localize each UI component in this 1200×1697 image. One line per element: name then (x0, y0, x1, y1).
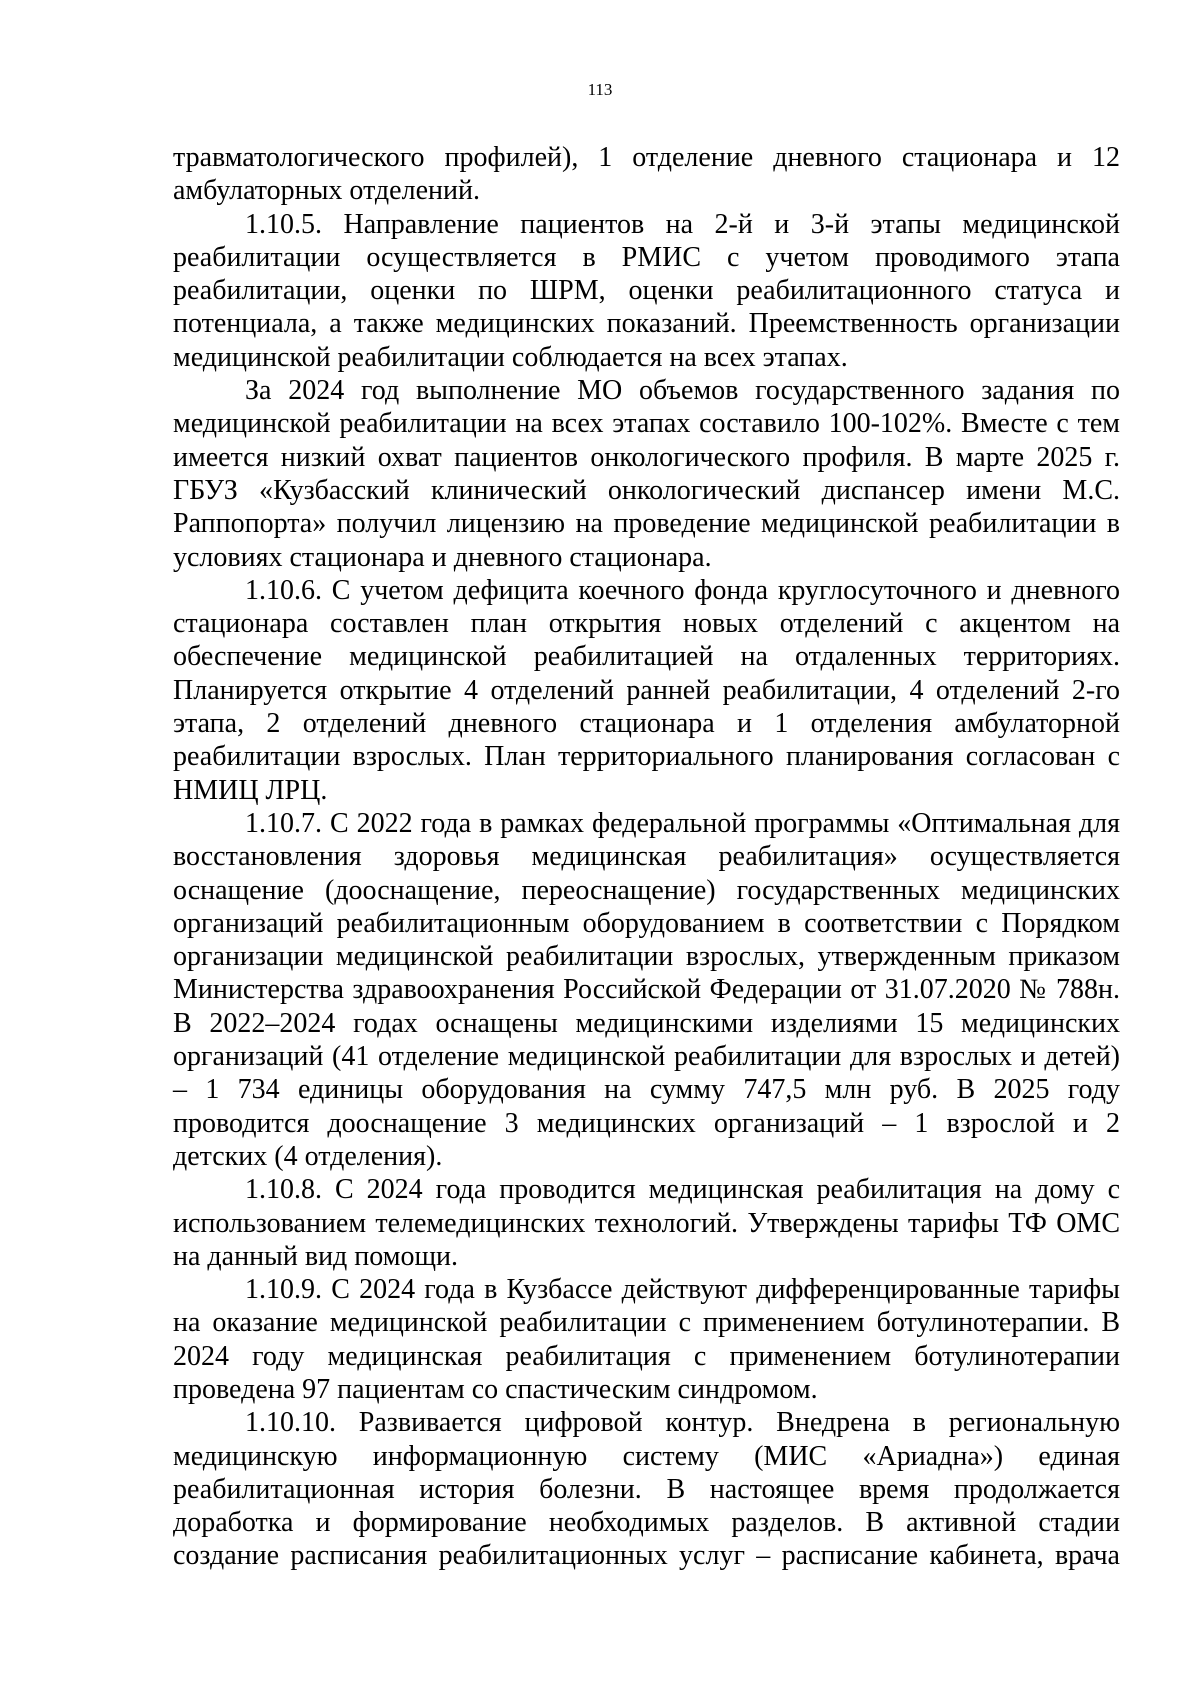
paragraph-1-10-5: 1.10.5. Направление пациентов на 2-й и 3-й этапы медицинской реабилитации осуществляется в РМИС с учетом проводимого этапа реабилитации, оценки по ШРМ, оценки реабилитационного статуса и потенциала, а также медицинских показаний. Преемственность организации медицинской реабилитации соблюдается на всех этапах. (173, 208, 1120, 373)
paragraph-continuation: травматологического профилей), 1 отделение дневного стационара и 12 амбулаторных отделений. (173, 142, 1120, 207)
paragraph-1-10-9: 1.10.9. С 2024 года в Кузбассе действуют дифференцированные тарифы на оказание медицинской реабилитации с применением ботулинотерапии. В 2024 году медицинская реабилитация с применением ботулинотерапии проведена 97 пациентам со спастическим синдромом. (173, 1274, 1120, 1405)
page-number: 113 (587, 80, 613, 99)
paragraph-1-10-8: 1.10.8. С 2024 года проводится медицинская реабилитация на дому с использованием телемедицинских технологий. Утверждены тарифы ТФ ОМС на данный вид помощи. (173, 1174, 1120, 1272)
document-body (173, 141, 1120, 1573)
paragraph-1-10-10: 1.10.10. Развивается цифровой контур. Внедрена в региональную медицинскую информационную систему (МИС «Ариадна») единая реабилитационная история болезни. В настоящее время продолжается доработка и формирование необходимых разделов. В активной стадии создание расписания реабилитационных услуг – расписание кабинета, врача (173, 1407, 1120, 1572)
paragraph-2024-results: За 2024 год выполнение МО объемов государственного задания по медицинской реабилитации на всех этапах составило 100-102%. Вместе с тем имеется низкий охват пациентов онкологического профиля. В марте 2025 г. ГБУЗ «Кузбасский клинический онкологический диспансер имени М.С. Раппопорта» получил лицензию на проведение медицинской реабилитации в условиях стационара и дневного стационара. (173, 375, 1120, 573)
paragraph-1-10-7: 1.10.7. С 2022 года в рамках федеральной программы «Оптимальная для восстановления здоровья медицинская реабилитация» осуществляется оснащение (дооснащение, переоснащение) государственных медицинских организаций реабилитационным оборудованием в соответствии с Порядком организации медицинской реабилитации взрослых, утвержденным приказом Министерства здравоохранения Российской Федерации от 31.07.2020 № 788н. В 2022–2024 годах оснащены медицинскими изделиями 15 медицинских организаций (41 отделение медицинской реабилитации для взрослых и детей) – 1 734 единицы оборудования на сумму 747,5 млн руб. В 2025 году проводится дооснащение 3 медицинских организаций – 1 взрослой и 2 детских (4 отделения). (173, 807, 1120, 1172)
paragraph-1-10-6: 1.10.6. С учетом дефицита коечного фонда круглосуточного и дневного стационара составлен план открытия новых отделений с акцентом на обеспечение медицинской реабилитацией на отдаленных территориях. Планируется открытие 4 отделений ранней реабилитации, 4 отделений 2-го этапа, 2 отделений дневного стационара и 1 отделения амбулаторной реабилитации взрослых. План территориального планирования согласован с НМИЦ ЛРЦ. (173, 574, 1120, 806)
